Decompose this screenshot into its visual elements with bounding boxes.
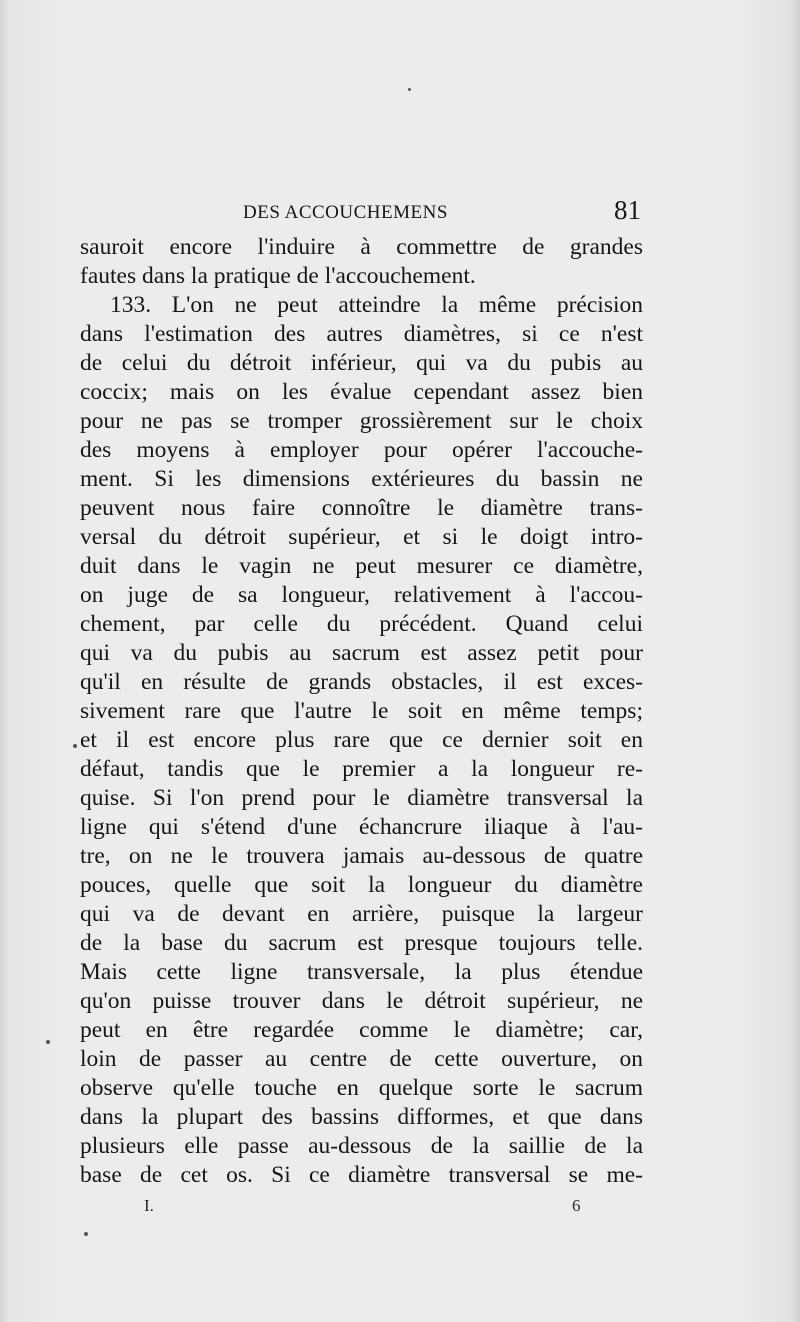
text-line: pour ne pas se tromper grossièrement sur le choix: [80, 408, 643, 434]
text-line: dans la plupart des bassins difformes, et que dans: [80, 1104, 643, 1130]
text-line: qui va du pubis au sacrum est assez petit pour: [80, 640, 643, 666]
ink-speck: [73, 744, 77, 748]
text-line: ment. Si les dimensions extérieures du bassin ne: [80, 466, 643, 492]
page-footer: [80, 1196, 643, 1222]
text-line: et il est encore plus rare que ce dernier soit en: [80, 727, 643, 753]
text-line: quise. Si l'on prend pour le diamètre transversal la: [80, 785, 643, 811]
text-line: des moyens à employer pour opérer l'accouche-: [80, 437, 643, 463]
text-line: ligne qui s'étend d'une échancrure iliaque à l'au-: [80, 814, 643, 840]
text-line: pouces, quelle que soit la longueur du diamètre: [80, 872, 643, 898]
text-line: peut en être regardée comme le diamètre; car,: [80, 1017, 643, 1043]
text-line: sivement rare que l'autre le soit en même temps;: [80, 698, 643, 724]
text-line: on juge de sa longueur, relativement à l'accou-: [80, 582, 643, 608]
page-header: [80, 196, 643, 232]
text-line: duit dans le vagin ne peut mesurer ce diamètre,: [80, 553, 643, 579]
text-line: base de cet os. Si ce diamètre transversal se me-: [80, 1162, 643, 1188]
ink-speck: [46, 1040, 50, 1044]
text-line: Mais cette ligne transversale, la plus étendue: [80, 959, 643, 985]
ink-speck: [84, 1232, 88, 1236]
ink-speck: [408, 88, 411, 91]
page-number: 81: [614, 195, 641, 225]
text-line: versal du détroit supérieur, et si le doigt intro-: [80, 524, 643, 550]
signature-mark-left: I.: [144, 1196, 154, 1215]
text-line: 133. L'on ne peut atteindre la même précision: [110, 292, 643, 318]
text-line: plusieurs elle passe au-dessous de la saillie de la: [80, 1133, 643, 1159]
body-text: [80, 233, 643, 1190]
text-line: fautes dans la pratique de l'accouchement.: [80, 263, 476, 289]
text-line: chement, par celle du précédent. Quand celui: [80, 611, 643, 637]
text-line: de la base du sacrum est presque toujours telle.: [80, 930, 643, 956]
text-line: observe qu'elle touche en quelque sorte le sacrum: [80, 1075, 643, 1101]
text-line: sauroit encore l'induire à commettre de grandes: [80, 234, 643, 260]
text-line: qui va de devant en arrière, puisque la largeur: [80, 901, 643, 927]
text-line: qu'on puisse trouver dans le détroit supérieur, ne: [80, 988, 643, 1014]
text-line: qu'il en résulte de grands obstacles, il est exces-: [80, 669, 643, 695]
signature-mark-right: 6: [572, 1196, 581, 1215]
text-line: coccix; mais on les évalue cependant assez bien: [80, 379, 643, 405]
text-line: dans l'estimation des autres diamètres, si ce n'est: [80, 321, 643, 347]
text-line: tre, on ne le trouvera jamais au-dessous de quatre: [80, 843, 643, 869]
text-line: loin de passer au centre de cette ouverture, on: [80, 1046, 643, 1072]
text-line: défaut, tandis que le premier a la longueur re-: [80, 756, 643, 782]
running-title: DES ACCOUCHEMENS: [243, 202, 448, 223]
text-line: peuvent nous faire connoître le diamètre trans-: [80, 495, 643, 521]
text-line: de celui du détroit inférieur, qui va du pubis au: [80, 350, 643, 376]
